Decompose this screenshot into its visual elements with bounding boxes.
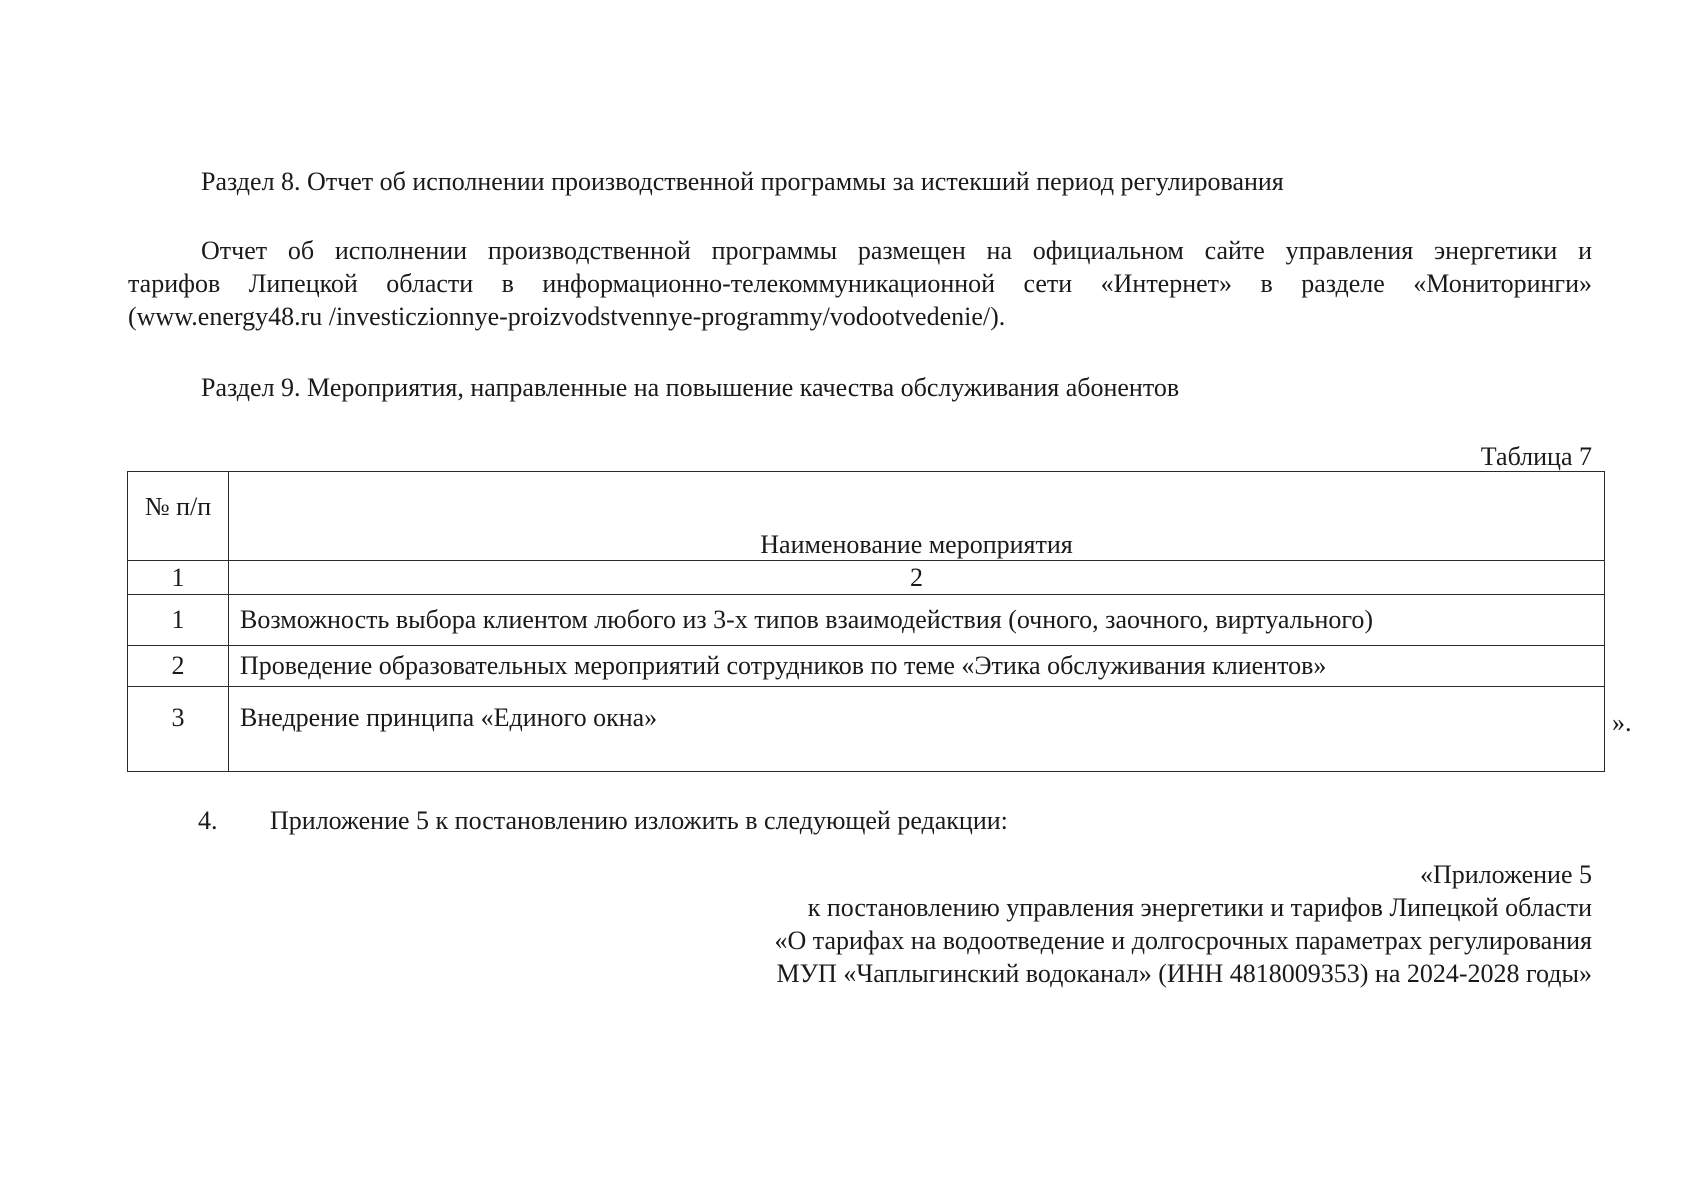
table-row [128,687,1605,772]
row-name: Проведение образовательных мероприятий сотрудников по теме «Этика обслуживания клиентов» [229,646,1605,687]
measures-table [127,471,1605,772]
appendix-header [775,858,1593,990]
paragraph-line: Отчет об исполнении производственной программы размещен на официальном сайте управления энергетики и [201,236,1592,265]
index-cell: 1 [128,561,229,595]
appendix-line: МУП «Чаплыгинский водоканал» (ИНН 4818009353) на 2024-2028 годы» [776,959,1592,988]
section-8-paragraph [128,234,1592,333]
row-name: Возможность выбора клиентом любого из 3-х типов взаимодействия (очного, заочного, виртуального) [229,595,1605,646]
paragraph-line: тарифов Липецкой области в информационно-телекоммуникационной сети «Интернет» в разделе «Мониторинги» [128,269,1592,298]
section-9-heading: Раздел 9. Мероприятия, направленные на повышение качества обслуживания абонентов [201,373,1180,402]
table-row [128,595,1605,646]
table-index-row [128,561,1605,595]
closing-quote: ». [1612,708,1632,737]
appendix-line: «О тарифах на водоотведение и долгосрочных параметрах регулирования [774,926,1592,955]
header-name: Наименование мероприятия [229,472,1605,561]
table-row [128,646,1605,687]
paragraph-line: (www.energy48.ru /investiczionnye-proizvodstvennye-programmy/vodootvedenie/). [128,302,1006,331]
appendix-line: «Приложение 5 [1419,860,1592,889]
index-cell: 2 [229,561,1605,595]
section-8-heading: Раздел 8. Отчет об исполнении производственной программы за истекший период регулирования [201,167,1284,196]
item-number: 4. [198,806,218,835]
row-number: 2 [128,646,229,687]
header-number: № п/п [128,472,229,561]
row-number: 1 [128,595,229,646]
item-text: Приложение 5 к постановлению изложить в следующей редакции: [270,806,1008,835]
row-name: Внедрение принципа «Единого окна» [229,687,1605,772]
row-number: 3 [128,687,229,772]
table-header-row [128,472,1605,561]
table-caption: Таблица 7 [1480,442,1592,471]
appendix-line: к постановлению управления энергетики и тарифов Липецкой области [807,893,1592,922]
